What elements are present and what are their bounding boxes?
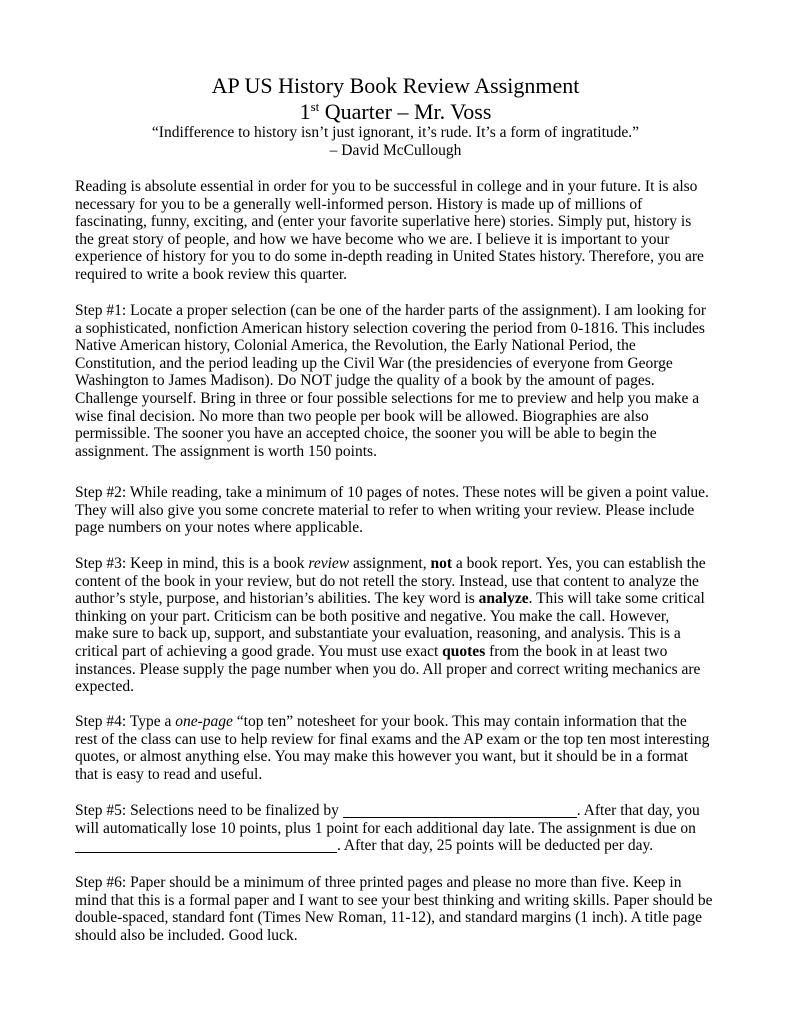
step3-bold-analyze: analyze [478, 590, 529, 608]
step5-paragraph [75, 802, 725, 855]
step1-line: Native American history, Colonial America, the Revolution, the Early National Period, the [75, 337, 636, 355]
intro-line: Reading is absolute essential in order for you to be successful in college and in your future. It is also [75, 178, 698, 195]
step4-line: rest of the class can use to help review for final exams and the AP exam or the top ten most interesting [75, 730, 710, 748]
step3-line: instances. Please supply the page number when you do. All proper and correct writing mechanics are [75, 660, 701, 678]
step1-line: Washington to James Madison). Do NOT judge the quality of a book by the amount of pages. [75, 372, 655, 390]
step1-line: permissible. The sooner you have an accepted choice, the sooner you will be able to begin the [75, 425, 657, 443]
intro-paragraph [75, 178, 725, 284]
step3-text: . This will take some critical [528, 590, 705, 608]
step3-text: author’s style, purpose, and historian’s abilities. The key word is [75, 590, 479, 608]
selection-date-blank [343, 803, 577, 818]
step3-text: a book report. Yes, you can establish the [452, 555, 706, 572]
step5-text: . After that day, 25 points will be deducted per day. [337, 837, 654, 855]
step2-line: page numbers on your notes where applicable. [75, 519, 363, 537]
step1-line: Challenge yourself. Bring in three or four possible selections for me to preview and help you make a [75, 389, 700, 407]
step4-text: Step #4: Type a [75, 713, 176, 730]
step1-paragraph [75, 302, 725, 460]
step3-bold-quotes: quotes [442, 642, 486, 660]
step5-line: will automatically lose 10 points, plus 1 point for each additional day late. The assignment is due on [75, 819, 696, 837]
step1-line: a sophisticated, nonfiction American history selection covering the period from 0-1816. This includes [75, 319, 705, 337]
step4-line [75, 713, 725, 731]
step4-paragraph [75, 713, 725, 783]
quarter-teacher: Quarter – Mr. Voss [319, 99, 492, 124]
intro-line: experience of history for you to do some in-depth reading in United States history. Therefore, you are [75, 248, 704, 266]
step6-line: double-spaced, standard font (Times New Roman, 11-12), and standard margins (1 inch). A title page [75, 909, 703, 927]
step3-text: from the book in at least two [485, 642, 668, 660]
step2-line: Step #2: While reading, take a minimum of 10 pages of notes. These notes will be given a point value. [75, 484, 709, 501]
step6-line: Step #6: Paper should be a minimum of three printed pages and please no more than five. Keep in [75, 874, 682, 891]
step3-bold-not: not [430, 555, 453, 572]
quote-text: “Indifference to history isn’t just ignorant, it’s rude. It’s a form of ingratitude.” [151, 124, 640, 141]
step4-line: that is easy to read and useful. [75, 765, 263, 783]
step5-line [75, 802, 725, 820]
step3-line [75, 590, 725, 608]
quote-author: – David McCullough [329, 142, 462, 159]
step4-text: “top ten” notesheet for your book. This may contain information that the [232, 713, 687, 730]
step6-line: should also be included. Good luck. [75, 926, 298, 944]
intro-line: necessary for you to be a generally well-informed person. History is made up of millions of [75, 195, 643, 213]
step3-text: critical part of achieving a good grade. You must use exact [75, 642, 443, 660]
step4-line: quotes, or almost anything else. You may make this however you want, but it should be in a format [75, 748, 689, 766]
step6-paragraph [75, 874, 725, 944]
step4-italic-one-page: one-page [175, 713, 233, 730]
step6-line: mind that this is a formal paper and I want to see your best thinking and writing skills. Paper should be [75, 891, 713, 909]
step3-line: thinking on your part. Criticism can be both positive and negative. You make the call. However, [75, 607, 670, 625]
step3-line: expected. [75, 678, 134, 696]
step1-line: wise final decision. No more than two people per book will be allowed. Biographies are also [75, 407, 649, 425]
step2-line: They will also give you some concrete material to refer to when writing your review. Please include [75, 501, 695, 519]
quarter-number: 1 [299, 99, 311, 124]
intro-line: required to write a book review this quarter. [75, 265, 348, 283]
page-subtitle [0, 99, 791, 125]
step3-paragraph [75, 555, 725, 696]
step5-text: . After that day, you [576, 802, 700, 819]
step5-text: Step #5: Selections need to be finalized by [75, 802, 343, 819]
step3-text: Step #3: Keep in mind, this is a book [75, 555, 309, 572]
step3-line [75, 643, 725, 661]
step5-line [75, 837, 725, 855]
due-date-blank [75, 838, 337, 853]
intro-line: the great story of people, and how we have become who we are. I believe it is important to your [75, 230, 670, 248]
step3-line [75, 555, 725, 573]
step1-line: assignment. The assignment is worth 150 points. [75, 442, 377, 460]
step3-line: make sure to back up, support, and substantiate your evaluation, reasoning, and analysis. This is a [75, 625, 681, 643]
step1-line: Constitution, and the period leading up the Civil War (the presidencies of everyone from George [75, 354, 673, 372]
quarter-suffix: st [310, 99, 320, 114]
page-title: AP US History Book Review Assignment [211, 73, 580, 98]
step1-line: Step #1: Locate a proper selection (can be one of the harder parts of the assignment). I am looking for [75, 302, 706, 319]
step3-italic-review: review [308, 555, 350, 572]
step2-paragraph [75, 484, 725, 537]
step3-text: assignment, [349, 555, 431, 572]
step3-line: content of the book in your review, but do not retell the story. Instead, use that content to analyze the [75, 572, 699, 590]
intro-line: fascinating, funny, exciting, and (enter your favorite superlative here) stories. Simply put, history is [75, 213, 692, 231]
